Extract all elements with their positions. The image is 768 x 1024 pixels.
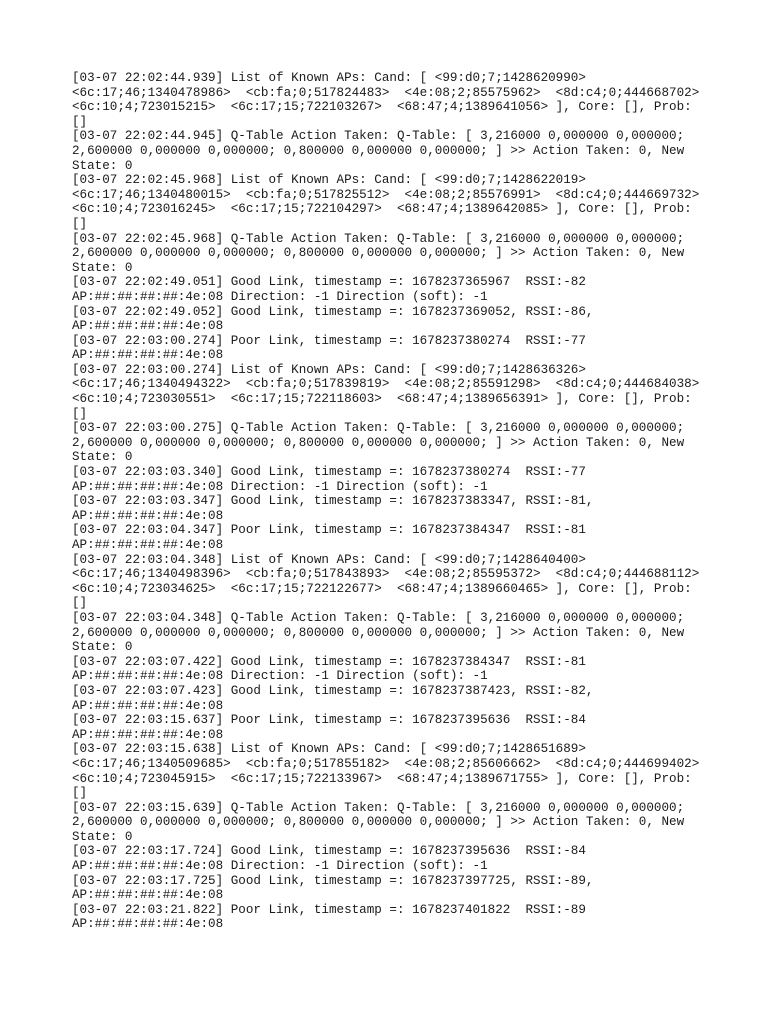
log-line: [03-07 22:03:07.423] Good Link, timestamp =: 1678237387423, RSSI:-82, — [72, 683, 594, 698]
log-text — [72, 71, 712, 932]
log-line: [03-07 22:03:03.340] Good Link, timestamp =: 1678237380274 RSSI:-77 — [72, 465, 586, 480]
log-line: State: 0 — [72, 829, 133, 844]
log-line: [03-07 22:03:00.274] List of Known APs: Cand: [ <99:d0;7;1428636326> — [72, 362, 586, 377]
log-line: <6c:17;46;1340478986> <cb:fa;0;517824483> <4e:08;2;85575962> <8d:c4;0;444668702> — [72, 85, 700, 100]
log-line: AP:##:##:##:##:4e:08 — [72, 727, 224, 742]
log-line: <6c:17;46;1340480015> <cb:fa;0;517825512> <4e:08;2;85576991> <8d:c4;0;444669732> — [72, 187, 700, 202]
log-line: [] — [72, 114, 88, 129]
log-line: [03-07 22:03:04.348] Q-Table Action Taken: Q-Table: [ 3,216000 0,000000 0,000000; — [72, 610, 685, 625]
log-line: 2,600000 0,000000 0,000000; 0,800000 0,000000 0,000000; ] >> Action Taken: 0, New — [72, 246, 685, 261]
log-line: [03-07 22:03:07.422] Good Link, timestamp =: 1678237384347 RSSI:-81 — [72, 654, 586, 669]
log-line: AP:##:##:##:##:4e:08 — [72, 508, 224, 523]
log-line: 2,600000 0,000000 0,000000; 0,800000 0,000000 0,000000; ] >> Action Taken: 0, New — [72, 815, 685, 830]
log-line: [03-07 22:02:45.968] Q-Table Action Taken: Q-Table: [ 3,216000 0,000000 0,000000; — [72, 231, 685, 246]
log-line: [03-07 22:02:44.939] List of Known APs: Cand: [ <99:d0;7;1428620990> — [72, 71, 586, 85]
log-line: <6c:10;4;723015215> <6c:17;15;722103267> <68:47;4;1389641056> ], Core: [], Prob: — [72, 100, 692, 115]
log-line: <6c:10;4;723016245> <6c:17;15;722104297> <68:47;4;1389642085> ], Core: [], Prob: — [72, 202, 692, 217]
log-document — [72, 71, 712, 932]
log-line: [03-07 22:03:15.637] Poor Link, timestamp =: 1678237395636 RSSI:-84 — [72, 713, 586, 728]
log-line: [03-07 22:03:17.724] Good Link, timestamp =: 1678237395636 RSSI:-84 — [72, 844, 586, 859]
log-line: [03-07 22:03:17.725] Good Link, timestamp =: 1678237397725, RSSI:-89, — [72, 873, 594, 888]
log-line: AP:##:##:##:##:4e:08 Direction: -1 Direction (soft): -1 — [72, 859, 488, 874]
log-line: [03-07 22:03:00.275] Q-Table Action Taken: Q-Table: [ 3,216000 0,000000 0,000000; — [72, 421, 685, 436]
log-line: State: 0 — [72, 158, 133, 173]
log-line: AP:##:##:##:##:4e:08 Direction: -1 Direction (soft): -1 — [72, 289, 488, 304]
log-line: <6c:17;46;1340509685> <cb:fa;0;517855182> <4e:08;2;85606662> <8d:c4;0;444699402> — [72, 756, 700, 771]
log-line: 2,600000 0,000000 0,000000; 0,800000 0,000000 0,000000; ] >> Action Taken: 0, New — [72, 435, 685, 450]
log-line: [03-07 22:03:21.822] Poor Link, timestamp =: 1678237401822 RSSI:-89 — [72, 902, 586, 917]
log-line: 2,600000 0,000000 0,000000; 0,800000 0,000000 0,000000; ] >> Action Taken: 0, New — [72, 143, 685, 158]
log-line: [03-07 22:02:49.052] Good Link, timestamp =: 1678237369052, RSSI:-86, — [72, 304, 594, 319]
log-line: State: 0 — [72, 640, 133, 655]
log-line: AP:##:##:##:##:4e:08 — [72, 319, 224, 334]
log-line: State: 0 — [72, 450, 133, 465]
log-line: [03-07 22:03:15.639] Q-Table Action Taken: Q-Table: [ 3,216000 0,000000 0,000000; — [72, 800, 685, 815]
log-line: AP:##:##:##:##:4e:08 — [72, 698, 224, 713]
log-line: <6c:10;4;723045915> <6c:17;15;722133967> <68:47;4;1389671755> ], Core: [], Prob: — [72, 771, 692, 786]
log-line: [03-07 22:03:04.347] Poor Link, timestamp =: 1678237384347 RSSI:-81 — [72, 523, 586, 538]
log-line: AP:##:##:##:##:4e:08 Direction: -1 Direction (soft): -1 — [72, 669, 488, 684]
log-line: <6c:17;46;1340494322> <cb:fa;0;517839819> <4e:08;2;85591298> <8d:c4;0;444684038> — [72, 377, 700, 392]
log-line: AP:##:##:##:##:4e:08 — [72, 538, 224, 552]
log-line: <6c:10;4;723030551> <6c:17;15;722118603> <68:47;4;1389656391> ], Core: [], Prob: — [72, 392, 692, 407]
log-line: AP:##:##:##:##:4e:08 — [72, 917, 224, 932]
log-line: [03-07 22:02:49.051] Good Link, timestamp =: 1678237365967 RSSI:-82 — [72, 275, 586, 290]
log-line: [03-07 22:03:15.638] List of Known APs: Cand: [ <99:d0;7;1428651689> — [72, 742, 586, 757]
log-line: <6c:10;4;723034625> <6c:17;15;722122677> <68:47;4;1389660465> ], Core: [], Prob: — [72, 581, 692, 596]
log-line: [] — [72, 216, 88, 231]
log-line: [] — [72, 786, 88, 801]
log-line: AP:##:##:##:##:4e:08 Direction: -1 Direction (soft): -1 — [72, 479, 488, 494]
log-line: 2,600000 0,000000 0,000000; 0,800000 0,000000 0,000000; ] >> Action Taken: 0, New — [72, 625, 685, 640]
log-line: AP:##:##:##:##:4e:08 — [72, 348, 224, 363]
log-line: [03-07 22:03:00.274] Poor Link, timestamp =: 1678237380274 RSSI:-77 — [72, 333, 586, 348]
log-line: <6c:17;46;1340498396> <cb:fa;0;517843893> <4e:08;2;85595372> <8d:c4;0;444688112> — [72, 567, 700, 582]
log-line: [03-07 22:03:04.348] List of Known APs: Cand: [ <99:d0;7;1428640400> — [72, 552, 586, 567]
log-line: [03-07 22:03:03.347] Good Link, timestamp =: 1678237383347, RSSI:-81, — [72, 494, 594, 509]
log-line: AP:##:##:##:##:4e:08 — [72, 888, 224, 903]
log-line: [] — [72, 406, 88, 421]
log-line: [03-07 22:02:44.945] Q-Table Action Taken: Q-Table: [ 3,216000 0,000000 0,000000; — [72, 129, 685, 144]
log-line: [] — [72, 596, 88, 611]
log-line: State: 0 — [72, 260, 133, 275]
log-line: [03-07 22:02:45.968] List of Known APs: Cand: [ <99:d0;7;1428622019> — [72, 173, 586, 188]
